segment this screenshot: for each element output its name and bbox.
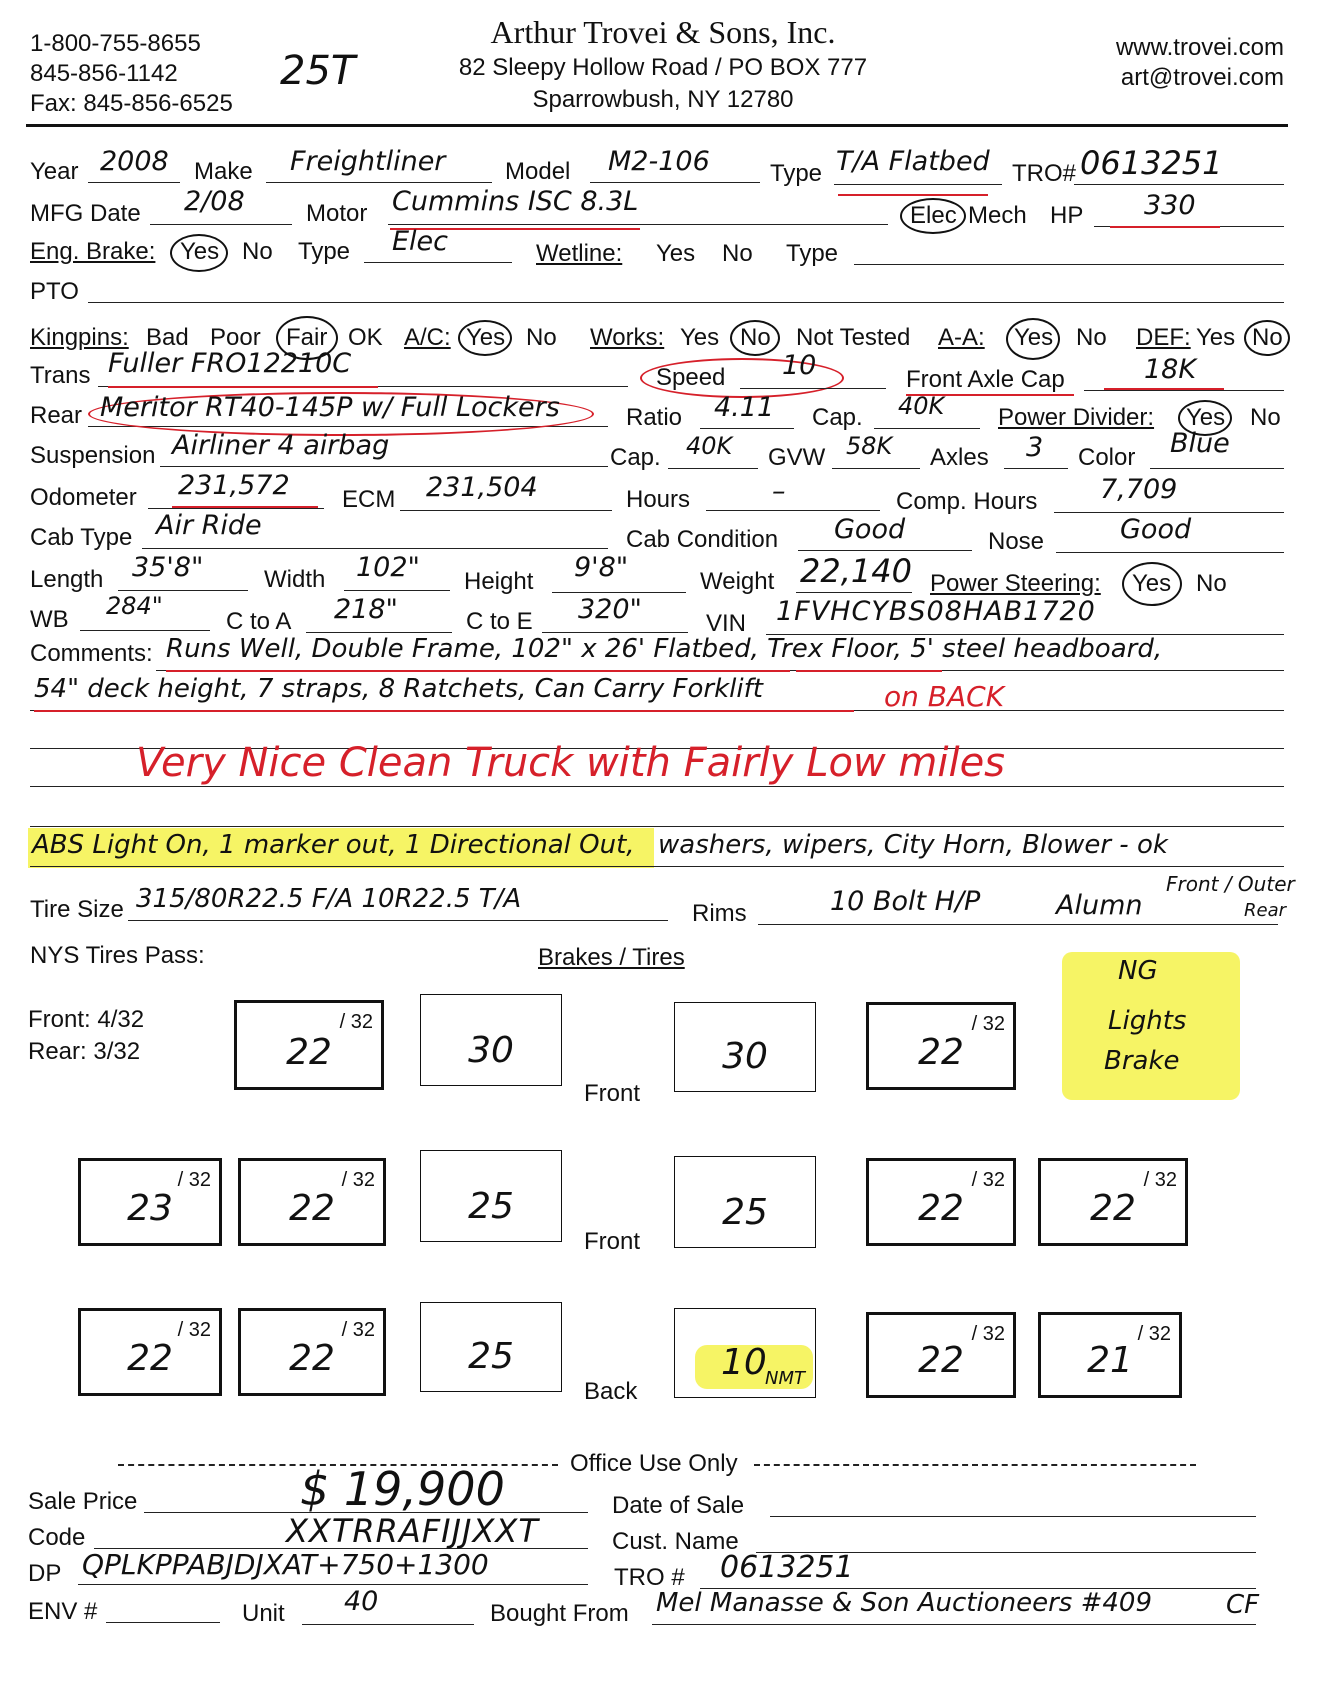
- circle-ac-yes: [458, 320, 512, 356]
- label-brakes-tires: Brakes / Tires: [538, 944, 685, 971]
- kingpins-ok: OK: [348, 324, 383, 351]
- label-hp: HP: [1050, 202, 1084, 229]
- denominator: / 32: [177, 1169, 211, 1191]
- value-bought-from: Mel Manasse & Son Auctioneers #409: [656, 1588, 1153, 1618]
- denominator: / 32: [341, 1319, 375, 1341]
- tire-tread-row1-1: [234, 1000, 384, 1090]
- value-speed: 10: [782, 350, 817, 381]
- value-nose: Good: [1120, 514, 1192, 545]
- value-width: 102": [356, 552, 420, 583]
- denominator: / 32: [971, 1323, 1005, 1345]
- tire-tread-row1-2: [866, 1002, 1016, 1090]
- line-nose: [1056, 552, 1284, 553]
- line-ratio: [700, 428, 794, 429]
- value-comp-hours: 7,709: [1100, 474, 1178, 505]
- website: www.trovei.com: [1115, 34, 1284, 61]
- tread-value: 22: [918, 1340, 964, 1381]
- label-date-of-sale: Date of Sale: [612, 1492, 745, 1519]
- brake-row1-1: [420, 994, 562, 1086]
- label-year: Year: [30, 158, 79, 185]
- phone-1: 1-800-755-8655: [30, 30, 201, 57]
- line-gvw: [832, 468, 920, 469]
- line-bought-from: [652, 1624, 1256, 1625]
- brake-row2-2: [674, 1156, 816, 1248]
- value-front-axle-cap: 18K: [1144, 354, 1197, 385]
- label-eng-brake: Eng. Brake:: [30, 238, 156, 265]
- value-motor: Cummins ISC 8.3L: [392, 186, 639, 217]
- tire-tread-row2-2: [238, 1158, 386, 1246]
- line-odometer: [148, 508, 324, 509]
- tread-value: 22: [286, 1032, 332, 1073]
- label-weight: Weight: [700, 568, 775, 595]
- denominator: / 32: [177, 1319, 211, 1341]
- tread-value: 22: [918, 1032, 964, 1073]
- label-speed: Speed: [656, 364, 726, 391]
- line-cab-type: [142, 548, 608, 549]
- denominator: / 32: [341, 1169, 375, 1191]
- label-sale-price: Sale Price: [28, 1488, 138, 1515]
- value-hours: –: [772, 476, 786, 507]
- label-odometer: Odometer: [30, 484, 137, 511]
- value-odometer: 231,572: [178, 470, 290, 501]
- circle-elec: [900, 198, 966, 234]
- label-c-to-e: C to E: [466, 608, 533, 635]
- line-type: [834, 184, 1002, 185]
- tread-value: 22: [1090, 1188, 1136, 1229]
- red-underline-odometer: [172, 506, 318, 508]
- label-vin: VIN: [706, 610, 747, 637]
- brake-value: 25: [722, 1192, 768, 1233]
- value-c-to-a: 218": [334, 594, 398, 625]
- value-axles: 3: [1026, 432, 1044, 463]
- value-vin: 1FVHCYBS08HAB1720: [776, 596, 1096, 627]
- value-cab-condition: Good: [834, 514, 906, 545]
- value-model: M2-106: [608, 146, 710, 177]
- label-front-row1: Front: [584, 1080, 641, 1107]
- label-hours: Hours: [626, 486, 691, 513]
- line-width: [344, 590, 450, 591]
- value-trans: Fuller FRO12210C: [108, 348, 352, 379]
- line-rear-cap: [874, 428, 980, 429]
- value-color: Blue: [1170, 428, 1230, 459]
- tire-tread-row3-1: [78, 1308, 222, 1396]
- label-comments: Comments:: [30, 640, 153, 667]
- kingpins-bad: Bad: [146, 324, 189, 351]
- line-c-to-e: [542, 632, 688, 633]
- note-lights: Lights: [1108, 1006, 1187, 1036]
- circle-power-steering-yes: [1122, 562, 1182, 606]
- label-nys-tires-pass: NYS Tires Pass:: [30, 942, 205, 969]
- line-comments-6: [30, 866, 1284, 867]
- value-rims-material: Alumn: [1056, 890, 1143, 921]
- tire-tread-row2-4: [1038, 1158, 1188, 1246]
- comment-line-2a: 54" deck height, 7 straps, 8 Ratchets, Can Carry Forklift: [34, 674, 763, 704]
- brake-value: 30: [468, 1030, 514, 1071]
- denominator: / 32: [339, 1011, 373, 1033]
- line-make: [266, 182, 492, 183]
- label-c-to-a: C to A: [226, 608, 292, 635]
- label-def: DEF:: [1136, 324, 1191, 351]
- line-mfg-date: [150, 224, 292, 225]
- brake-row1-2: [674, 1002, 816, 1092]
- kingpins-poor: Poor: [210, 324, 261, 351]
- power-divider-yes: Yes: [1186, 404, 1226, 431]
- line-unit: [302, 1624, 474, 1625]
- label-aa: A-A:: [938, 324, 985, 351]
- line-dp: [78, 1584, 588, 1585]
- value-weight: 22,140: [800, 552, 912, 590]
- power-steering-no: No: [1196, 570, 1227, 597]
- value-sale-price: $ 19,900: [300, 1462, 505, 1516]
- label-cab-condition: Cab Condition: [626, 526, 779, 553]
- power-divider-no: No: [1250, 404, 1281, 431]
- label-trans: Trans: [30, 362, 91, 389]
- line-weight: [796, 592, 912, 593]
- label-front-row2: Front: [584, 1228, 641, 1255]
- works-no: No: [740, 324, 771, 351]
- def-yes: Yes: [1196, 324, 1236, 351]
- red-underline-comment-1a: [166, 670, 790, 672]
- tire-tread-row3-4: [1038, 1312, 1182, 1398]
- red-underline-hp: [1110, 226, 1220, 228]
- kingpins-fair: Fair: [286, 324, 328, 351]
- brake-value: 10: [721, 1342, 767, 1383]
- label-motor: Motor: [306, 200, 368, 227]
- tire-tread-row2-1: [78, 1158, 222, 1246]
- header-divider: [26, 124, 1288, 127]
- value-tire-size: 315/80R22.5 F/A 10R22.5 T/A: [136, 884, 522, 914]
- comment-line-1: Runs Well, Double Frame, 102" x 26' Flatbed, Trex Floor, 5' steel headboard,: [166, 634, 1163, 664]
- label-ecm: ECM: [342, 486, 396, 513]
- label-make: Make: [194, 158, 253, 185]
- label-suspension: Suspension: [30, 442, 156, 469]
- value-initials: CF: [1226, 1590, 1260, 1620]
- label-model: Model: [505, 158, 571, 185]
- def-no: No: [1252, 324, 1283, 351]
- line-comments-4: [30, 786, 1284, 787]
- email: art@trovei.com: [1120, 64, 1284, 91]
- circle-aa-yes: [1006, 318, 1060, 360]
- value-ratio: 4.11: [714, 392, 775, 423]
- works-yes: Yes: [680, 324, 720, 351]
- line-susp-cap: [668, 468, 758, 469]
- line-motor: [388, 224, 888, 225]
- value-rims-note-2: Rear: [1244, 900, 1287, 921]
- line-ecm: [400, 510, 612, 511]
- brake-value: 25: [468, 1336, 514, 1377]
- tread-value: 22: [289, 1188, 335, 1229]
- value-rear: Meritor RT40-145P w/ Full Lockers: [100, 392, 560, 423]
- label-code: Code: [28, 1524, 86, 1551]
- line-pto: [88, 302, 1284, 303]
- value-eng-brake-type: Elec: [392, 226, 449, 257]
- line-comp-hours: [1054, 512, 1284, 513]
- label-bought-from: Bought From: [490, 1600, 629, 1627]
- line-rims: [758, 924, 1278, 925]
- value-hp: 330: [1144, 190, 1196, 221]
- line-model: [590, 182, 760, 183]
- line-tire-size: [128, 920, 668, 921]
- line-c-to-a: [306, 632, 452, 633]
- value-length: 35'8": [132, 552, 204, 583]
- label-works: Works:: [590, 324, 665, 351]
- brake-note: NMT: [765, 1368, 805, 1389]
- value-wb: 284": [106, 592, 163, 620]
- value-ecm: 231,504: [426, 472, 538, 503]
- company-address-1: 82 Sleepy Hollow Road / PO BOX 777: [458, 54, 868, 81]
- value-tro: 0613251: [1080, 144, 1223, 182]
- value-dp: QPLKPPABJDJXAT+750+1300: [82, 1548, 489, 1581]
- label-rear: Rear: [30, 402, 83, 429]
- label-front-axle-cap: Front Axle Cap: [906, 366, 1065, 393]
- brake-row3-1: [420, 1302, 562, 1392]
- value-mfg-date: 2/08: [184, 186, 245, 217]
- label-nose: Nose: [988, 528, 1045, 555]
- company-address-2: Sparrowbush, NY 12780: [532, 86, 794, 113]
- value-cab-type: Air Ride: [156, 510, 262, 541]
- line-hours: [706, 510, 880, 511]
- label-axles: Axles: [930, 444, 989, 471]
- label-mfg-date: MFG Date: [30, 200, 141, 227]
- value-c-to-e: 320": [578, 594, 642, 625]
- tread-value: 22: [918, 1188, 964, 1229]
- label-wetline-type: Type: [786, 240, 839, 267]
- red-underline-comment-1b: [796, 670, 942, 672]
- handwritten-note-25t: 25T: [280, 48, 356, 94]
- ac-yes: Yes: [466, 324, 506, 351]
- tread-value: 23: [127, 1188, 173, 1229]
- brake-value: 30: [722, 1036, 768, 1077]
- value-code: XXTRRAFIJJXXT: [286, 1512, 539, 1550]
- line-length: [118, 590, 248, 591]
- rear-requirement: Rear: 3/32: [28, 1038, 141, 1065]
- label-mech: Mech: [968, 202, 1027, 229]
- tire-tread-row3-2: [238, 1308, 386, 1396]
- label-tire-size: Tire Size: [30, 896, 124, 923]
- power-steering-yes: Yes: [1132, 570, 1172, 597]
- value-height: 9'8": [574, 552, 629, 583]
- line-cab-condition: [798, 550, 972, 551]
- value-rims-note-1: Front / Outer: [1166, 872, 1295, 896]
- red-underline-trans: [108, 386, 378, 388]
- note-brake: Brake: [1104, 1046, 1180, 1076]
- red-underline-comment-2: [34, 710, 854, 712]
- label-elec: Elec: [910, 202, 957, 229]
- label-rear-cap: Cap.: [812, 404, 863, 431]
- line-tro: [1074, 184, 1284, 185]
- circle-eng-brake-yes: [170, 234, 228, 272]
- aa-no: No: [1076, 324, 1107, 351]
- label-type: Type: [770, 160, 823, 187]
- label-rims: Rims: [692, 900, 747, 927]
- line-env: [106, 1622, 220, 1623]
- label-height: Height: [464, 568, 534, 595]
- label-tro-2: TRO #: [614, 1564, 685, 1591]
- denominator: / 32: [1143, 1169, 1177, 1191]
- line-axles: [1004, 468, 1068, 469]
- label-cab-type: Cab Type: [30, 524, 133, 551]
- label-eng-brake-type: Type: [298, 238, 351, 265]
- label-gvw: GVW: [768, 444, 826, 471]
- value-gvw: 58K: [846, 432, 893, 460]
- comment-line-4a: ABS Light On, 1 marker out, 1 Directional Out,: [32, 830, 635, 860]
- line-front-axle-cap: [1084, 390, 1284, 391]
- value-tro-2: 0613251: [720, 1550, 854, 1585]
- fax: Fax: 845-856-6525: [30, 90, 233, 117]
- company-name: Arthur Trovei & Sons, Inc.: [490, 14, 836, 50]
- denominator: / 32: [1137, 1323, 1171, 1345]
- value-make: Freightliner: [290, 146, 446, 177]
- brake-value: 25: [468, 1186, 514, 1227]
- value-rear-cap: 40K: [898, 392, 945, 420]
- line-speed: [740, 388, 886, 389]
- brake-row2-1: [420, 1150, 562, 1242]
- tread-value: 22: [127, 1338, 173, 1379]
- label-wetline: Wetline:: [536, 240, 623, 267]
- label-width: Width: [264, 566, 326, 593]
- ac-no: No: [526, 324, 557, 351]
- front-requirement: Front: 4/32: [28, 1006, 145, 1033]
- label-comp-hours: Comp. Hours: [896, 488, 1038, 515]
- label-susp-cap: Cap.: [610, 444, 661, 471]
- line-year: [88, 182, 180, 183]
- wetline-yes: Yes: [656, 240, 696, 267]
- denominator: / 32: [971, 1013, 1005, 1035]
- label-length: Length: [30, 566, 104, 593]
- label-power-divider: Power Divider:: [998, 404, 1155, 431]
- label-ratio: Ratio: [626, 404, 683, 431]
- value-suspension: Airliner 4 airbag: [172, 430, 390, 461]
- label-color: Color: [1078, 444, 1136, 471]
- tire-tread-row3-3: [866, 1312, 1016, 1398]
- tread-value: 22: [289, 1338, 335, 1379]
- denominator: / 32: [971, 1169, 1005, 1191]
- label-kingpins: Kingpins:: [30, 324, 129, 351]
- eng-brake-no: No: [242, 238, 273, 265]
- label-ac: A/C:: [404, 324, 451, 351]
- line-wetline-type: [854, 264, 1284, 265]
- label-wb: WB: [30, 606, 69, 633]
- line-comments-5: [30, 826, 1284, 827]
- tread-value: 21: [1087, 1340, 1133, 1381]
- line-height: [552, 592, 686, 593]
- label-pto: PTO: [30, 278, 79, 305]
- value-type: T/A Flatbed: [836, 146, 990, 177]
- line-eng-brake-type: [364, 262, 512, 263]
- line-suspension: [160, 466, 608, 467]
- comment-line-3: Very Nice Clean Truck with Fairly Low miles: [136, 740, 1006, 786]
- brake-row3-2: [674, 1308, 816, 1398]
- tire-tread-row2-3: [866, 1158, 1016, 1246]
- comment-line-2b: on BACK: [884, 680, 1005, 713]
- aa-yes: Yes: [1014, 324, 1054, 351]
- label-office-use-only: Office Use Only: [570, 1450, 738, 1477]
- value-rims: 10 Bolt H/P: [830, 886, 981, 917]
- works-not-tested: Not Tested: [796, 324, 911, 351]
- line-wb: [80, 630, 210, 631]
- label-unit: Unit: [242, 1600, 285, 1627]
- label-tro: TRO#: [1012, 160, 1077, 187]
- eng-brake-yes: Yes: [180, 238, 220, 265]
- value-year: 2008: [100, 146, 169, 177]
- label-dp: DP: [28, 1560, 62, 1587]
- red-underline-front-axle-value: [1104, 388, 1224, 390]
- office-dashed-right: [754, 1464, 1196, 1466]
- wetline-no: No: [722, 240, 753, 267]
- label-back: Back: [584, 1378, 638, 1405]
- circle-def-no: [1244, 320, 1290, 356]
- line-color: [1150, 468, 1284, 469]
- red-underline-type: [838, 194, 988, 196]
- value-susp-cap: 40K: [686, 432, 733, 460]
- value-unit: 40: [344, 1586, 379, 1617]
- circle-works-no: [730, 320, 780, 356]
- label-env: ENV #: [28, 1598, 98, 1625]
- label-power-steering: Power Steering:: [930, 570, 1101, 597]
- phone-2: 845-856-1142: [30, 60, 178, 87]
- label-cust-name: Cust. Name: [612, 1528, 739, 1555]
- note-ng: NG: [1118, 956, 1158, 986]
- comment-line-4b: washers, wipers, City Horn, Blower - ok: [658, 830, 1168, 860]
- line-date-of-sale: [770, 1516, 1256, 1517]
